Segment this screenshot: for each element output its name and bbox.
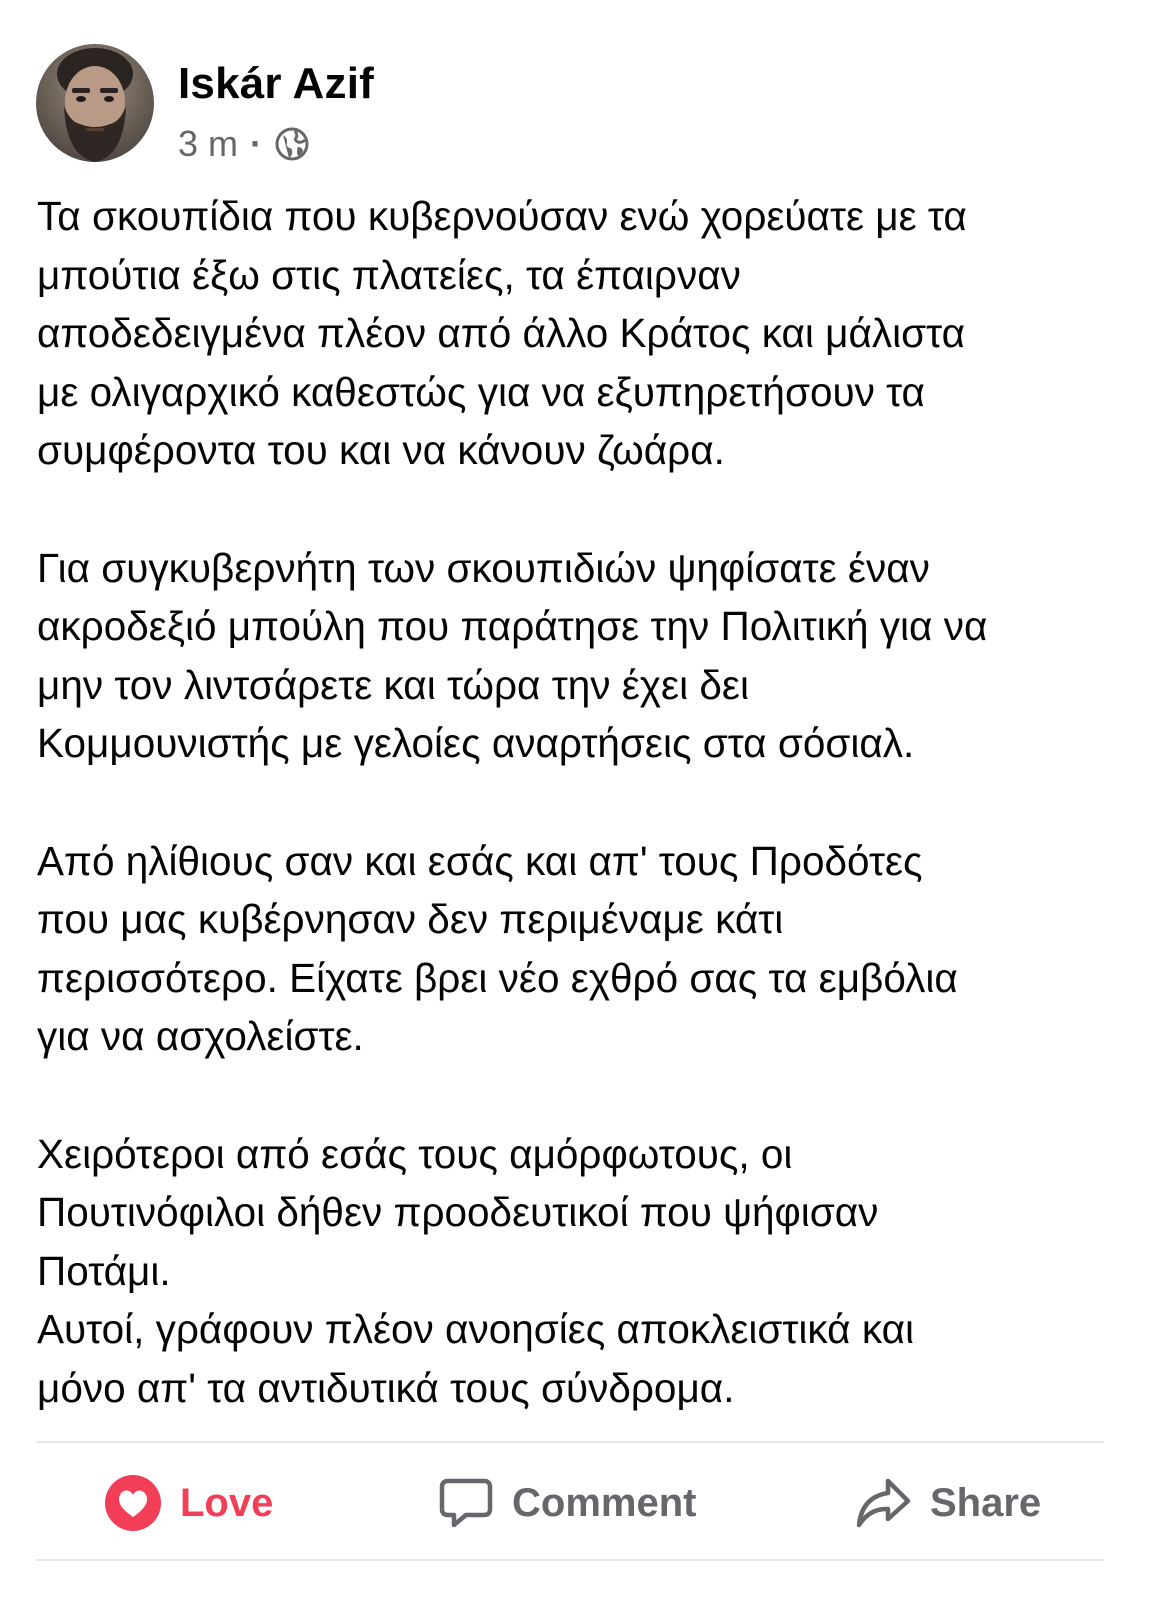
author-name[interactable]: Iskár Azif: [178, 59, 375, 108]
comment-bubble-icon: [438, 1475, 494, 1531]
post-header: [36, 44, 374, 164]
share-label: Share: [930, 1480, 1042, 1525]
comment-label: Comment: [512, 1480, 697, 1525]
love-label: Love: [180, 1480, 274, 1525]
post-text-line: Κομμουνιστής με γελοίες αναρτήσεις στα σόσιαλ.: [37, 720, 915, 767]
actions-divider-top: [36, 1441, 1104, 1443]
post-text-line: Από ηλίθιους σαν και εσάς και απ' τους Προδότες: [37, 837, 923, 884]
post-text-line: ακροδεξιό μπούλη που παράτησε την Πολιτική για να: [37, 603, 988, 650]
post-paragraph: [37, 832, 1137, 1066]
post-text-line: για να ασχολείστε.: [37, 1013, 364, 1060]
post-text-line: περισσότερο. Είχατε βρει νέο εχθρό σας τα εμβόλια: [37, 954, 958, 1001]
post-text-line: Για συγκυβερνήτη των σκουπιδιών ψηφίσατε έναν: [37, 544, 930, 591]
post-text-line: Αυτοί, γράφουν πλέον ανοησίες αποκλειστικά και: [37, 1306, 914, 1353]
post-text-line: Ποτάμι.: [37, 1247, 171, 1294]
post-text-line: Χειρότεροι από εσάς τους αμόρφωτους, οι: [37, 1130, 793, 1177]
post-paragraph: [37, 187, 1137, 480]
actions-divider-bottom: [36, 1559, 1104, 1561]
love-heart-icon: [104, 1474, 162, 1532]
post-actions: [36, 1450, 1104, 1556]
post-paragraph: [37, 1125, 1137, 1418]
post-text-line: αποδεδειγμένα πλέον από άλλο Κράτος και μάλιστα: [37, 310, 965, 357]
post-text-line: Τα σκουπίδια που κυβερνούσαν ενώ χορεύατε με τα: [37, 193, 967, 239]
post-text-line: μην τον λιντσάρετε και τώρα την έχει δει: [37, 661, 749, 708]
post-text-line: που μας κυβέρνησαν δεν περιμέναμε κάτι: [37, 896, 784, 943]
love-button[interactable]: [104, 1450, 273, 1556]
post-time[interactable]: 3 m: [178, 123, 239, 164]
post-text-line: συμφέροντα του και να κάνουν ζωάρα.: [37, 427, 725, 474]
share-arrow-icon: [854, 1475, 912, 1531]
post-text-line: μπούτια έξω στις πλατείες, τα έπαιρναν: [37, 251, 741, 298]
post-text-line: Πουτινόφιλοι δήθεν προοδευτικοί που ψήφισαν: [37, 1189, 879, 1236]
post-text-line: μόνο απ' τα αντιδυτικά τους σύνδρομα.: [37, 1364, 735, 1411]
share-button[interactable]: [854, 1450, 1041, 1556]
post-subline: [178, 124, 374, 164]
post-text-line: με ολιγαρχικό καθεστώς για να εξυπηρετήσουν τα: [37, 368, 925, 415]
post-paragraph: [37, 539, 1137, 773]
comment-button[interactable]: [438, 1450, 696, 1556]
author-avatar[interactable]: [36, 44, 154, 162]
meta-separator: ·: [250, 123, 263, 164]
globe-icon[interactable]: [274, 126, 310, 162]
post-meta: [178, 44, 374, 164]
post-body: [37, 187, 1137, 1417]
